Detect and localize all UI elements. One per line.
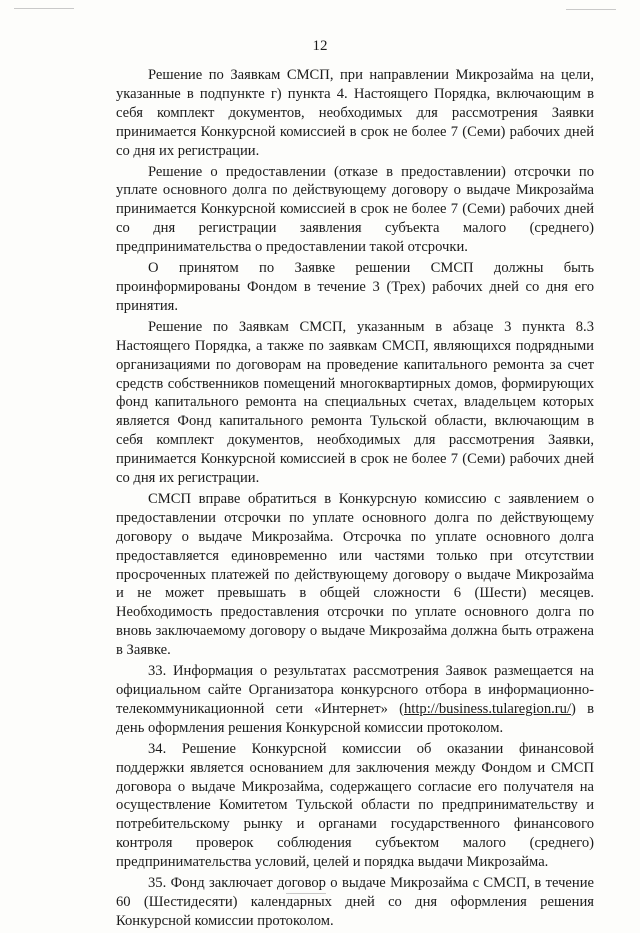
business-portal-link[interactable]: http://business.tularegion.ru/ <box>404 700 572 717</box>
paragraph-contractor-decision: Решение по Заявкам СМСП, указанным в абзаце 3 пункта 8.3 Настоящего Порядка, а также по заявкам СМСП, являющихся подрядными организациями по договорам на проведение капитального ремонта за счет средств собственников помещений многоквартирных домов, формирующих фонд капитального ремонта на специальных счетах, владельцем которых является Фонд капитального ремонта Тульской области, включающим в себя комплект документов, необходимых для рассмотрения Заявки, принимается Конкурсной комиссией в срок не более 7 (Семи) рабочих дней со дня их регистрации. <box>116 318 594 487</box>
scan-artifact-top-left <box>14 8 74 9</box>
paragraph-33-text-after: ) в день оформления решения Конкурсной комиссии протоколом. <box>116 700 594 736</box>
paragraph-35-contract-term: 35. Фонд заключает договор о выдаче Микрозайма с СМСП, в течение 60 (Шестидесяти) календарных дней со дня оформления решения Конкурсной комиссии протоколом. <box>116 875 594 929</box>
paragraph-deferral-request: СМСП вправе обратиться в Конкурсную комиссию с заявлением о предоставлении отсрочки по уплате основного долга по действующему договору о выдаче Микрозайма. Отсрочка по уплате основного долга предоставляется единовременно или частями только при отсутствии просроченных платежей по действующему договору о выдаче Микрозайма и не может превышать в общей сложности 6 (Шести) месяцев. Необходимость предоставления отсрочки по уплате основного долга по вновь заключаемому договору о выдаче Микрозайма должна быть отражена в Заявке. <box>116 490 594 659</box>
scan-artifact-top-right <box>566 9 616 10</box>
paragraph-33-text-before: 33. Информация о результатах рассмотрения Заявок размещается на официальном сайте Организатора конкурсного отбора в информационно-телекоммуникационной сети «Интернет» ( <box>116 663 594 717</box>
page-number: 12 <box>312 38 328 54</box>
paragraph-34-contract-basis: 34. Решение Конкурсной комиссии об оказании финансовой поддержки является основанием для заключения между Фондом и СМСП договора о выдаче Микрозайма, содержащего согласие его получателя на осуществление Комитетом Тульской области по предпринимательству и потребительскому рынку и органами государственного финансового контроля проверок соблюдения субъектом малого (среднего) предпринимательства условий, целей и порядка выдачи Микрозайма. <box>116 740 594 871</box>
paragraph-decision-microloan-purpose: Решение по Заявкам СМСП, при направлении Микрозайма на цели, указанные в подпункте г) пункта 4. Настоящего Порядка, включающим в себя комплект документов, необходимых для рассмотрения Заявки принимается Конкурсной комиссией в срок не более 7 (Семи) рабочих дней со дня их регистрации. <box>116 67 594 159</box>
paragraph-deferral-decision: Решение о предоставлении (отказе в предоставлении) отсрочки по уплате основного долга по действующему договору о выдаче Микрозайма принимается Конкурсной комиссией в срок не более 7 (Семи) рабочих дней со дня регистрации заявления субъекта малого (среднего) предпринимательства о предоставлении такой отсрочки. <box>116 163 594 256</box>
paragraph-notification: О принятом по Заявке решении СМСП должны быть проинформированы Фондом в течение 3 (Трех) рабочих дней со дня его принятия. <box>116 260 594 314</box>
document-body <box>116 66 594 933</box>
paragraph-33-publication <box>116 662 594 738</box>
